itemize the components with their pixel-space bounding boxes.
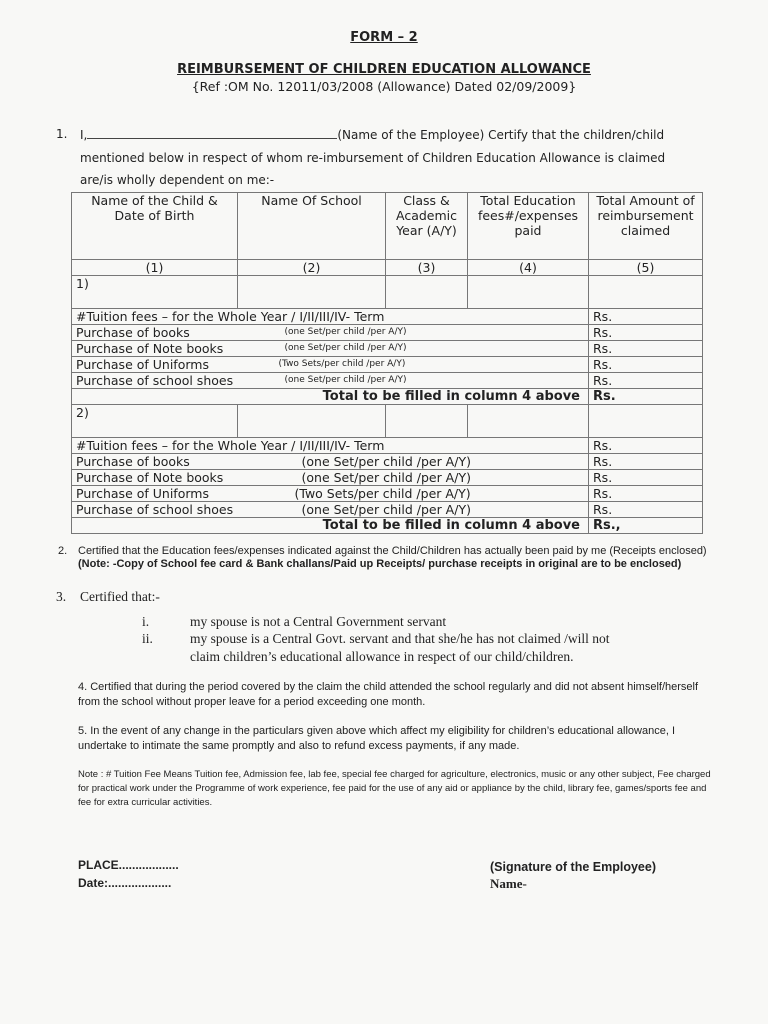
child2-notebooks-row	[72, 470, 703, 486]
para1-line3: are/is wholly dependent on me:-	[80, 173, 275, 187]
child1-row	[72, 276, 703, 309]
header-class: Class & Academic Year (A/Y)	[386, 193, 468, 260]
rs-cell[interactable]: Rs.	[589, 486, 703, 502]
child2-fees-cell[interactable]	[468, 405, 589, 438]
rs-cell[interactable]: Rs.	[589, 325, 703, 341]
books-label: Purchase of books	[72, 454, 386, 470]
column-number-row	[72, 260, 703, 276]
notebooks-label: Purchase of Note books	[72, 341, 386, 357]
qualifier-text: (one Set/per child /per A/Y)	[284, 375, 407, 385]
total-rs-cell[interactable]: Rs.	[589, 389, 703, 405]
table-header-row	[72, 193, 703, 260]
books-qualifier	[301, 454, 589, 470]
qualifier-text: (one Set/per child /per A/Y)	[301, 470, 471, 485]
form-number: FORM – 2	[350, 30, 418, 45]
child2-tuition-row	[72, 438, 703, 454]
total-label: Total to be filled in column 4 above	[72, 389, 589, 405]
para4: 4. Certified that during the period covered by the claim the child attended the school regularly and did not absent himself/herself from the school without proper leave for a period exceeding one month.	[78, 681, 699, 708]
rs-cell[interactable]: Rs.	[589, 454, 703, 470]
total-rs-cell[interactable]: Rs.,	[589, 518, 703, 534]
rs-cell[interactable]: Rs.	[589, 341, 703, 357]
para1-line2: mentioned below in respect of whom re-imbursement of Children Education Allowance is claimed	[80, 151, 666, 165]
employee-name-field[interactable]	[87, 127, 337, 139]
child1-shoes-row	[72, 373, 703, 389]
place-field[interactable]: PLACE..................	[78, 858, 179, 872]
shoes-label: Purchase of school shoes	[72, 373, 386, 389]
books-qualifier	[284, 325, 589, 341]
shoes-qualifier	[301, 502, 589, 518]
option-ii-text-line1: my spouse is a Central Govt. servant and that she/he has not claimed /will not	[190, 631, 610, 646]
para2-number: 2.	[58, 545, 68, 557]
rs-cell[interactable]: Rs.	[589, 309, 703, 325]
para2-note: (Note: -Copy of School fee card & Bank challans/Paid up Receipts/ purchase receipts in original are to be enclosed)	[78, 558, 682, 570]
col-num-2: (2)	[238, 260, 386, 276]
form-title: REIMBURSEMENT OF CHILDREN EDUCATION ALLOWANCE	[177, 62, 591, 77]
child1-fees-cell[interactable]	[468, 276, 589, 309]
child2-label[interactable]: 2)	[72, 405, 238, 438]
child1-tuition-row	[72, 309, 703, 325]
child2-class-cell[interactable]	[386, 405, 468, 438]
header-amount: Total Amount of reimbursement claimed	[589, 193, 703, 260]
uniforms-qualifier	[278, 357, 589, 373]
header-school: Name Of School	[238, 193, 386, 260]
qualifier-text: (one Set/per child /per A/Y)	[301, 454, 471, 469]
uniforms-qualifier	[294, 486, 589, 502]
child2-shoes-row	[72, 502, 703, 518]
rs-cell[interactable]: Rs.	[589, 373, 703, 389]
para1-suffix: (Name of the Employee) Certify that the children/child	[337, 128, 665, 142]
option-i-text: my spouse is not a Central Government servant	[190, 614, 447, 629]
child2-books-row	[72, 454, 703, 470]
uniforms-label: Purchase of Uniforms	[72, 486, 386, 502]
rs-cell[interactable]: Rs.	[589, 502, 703, 518]
child1-notebooks-row	[72, 341, 703, 357]
date-field[interactable]: Date:...................	[78, 876, 172, 890]
para3-number: 3.	[56, 589, 67, 604]
notebooks-label: Purchase of Note books	[72, 470, 386, 486]
option-i-number: i.	[142, 614, 150, 629]
para2	[58, 545, 718, 571]
claim-table	[71, 192, 703, 534]
para1-line1	[80, 127, 664, 142]
child1-label[interactable]: 1)	[72, 276, 238, 309]
para2-text: Certified that the Education fees/expenses indicated against the Child/Children has actually been paid by me (Receipts enclosed)	[78, 545, 707, 557]
col-num-1: (1)	[72, 260, 238, 276]
qualifier-text: (one Set/per child /per A/Y)	[284, 327, 407, 337]
qualifier-text: (Two Sets/per child /per A/Y)	[294, 486, 471, 501]
option-ii-number: ii.	[142, 631, 153, 646]
option-ii-text-line2: claim children’s educational allowance in respect of our child/children.	[190, 649, 574, 664]
rs-cell[interactable]: Rs.	[589, 470, 703, 486]
name-field[interactable]: Name-	[490, 876, 527, 891]
col-num-3: (3)	[386, 260, 468, 276]
tuition-label: #Tuition fees – for the Whole Year / I/II/III/IV- Term	[72, 309, 589, 325]
child1-school-cell[interactable]	[238, 276, 386, 309]
child2-total-row	[72, 518, 703, 534]
qualifier-text: (one Set/per child /per A/Y)	[284, 343, 407, 353]
shoes-label: Purchase of school shoes	[72, 502, 386, 518]
col-num-5: (5)	[589, 260, 703, 276]
header-child-name: Name of the Child & Date of Birth	[72, 193, 238, 260]
child2-amount-cell[interactable]	[589, 405, 703, 438]
child1-total-row	[72, 389, 703, 405]
para1-prefix: I,	[80, 128, 88, 142]
child1-uniforms-row	[72, 357, 703, 373]
rs-cell[interactable]: Rs.	[589, 438, 703, 454]
child1-amount-cell[interactable]	[589, 276, 703, 309]
child2-school-cell[interactable]	[238, 405, 386, 438]
para5: 5. In the event of any change in the particulars given above which affect my eligibility for children’s educational allowance, I undertake to intimate the same promptly and also to refund excess payments, if any made.	[78, 725, 675, 752]
total-label: Total to be filled in column 4 above	[72, 518, 589, 534]
reference-line: {Ref :OM No. 12011/03/2008 (Allowance) Dated 02/09/2009}	[191, 79, 577, 94]
notebooks-qualifier	[301, 470, 589, 486]
rs-cell[interactable]: Rs.	[589, 357, 703, 373]
col-num-4: (4)	[468, 260, 589, 276]
notebooks-qualifier	[284, 341, 589, 357]
books-label: Purchase of books	[72, 325, 386, 341]
para1-number: 1.	[56, 127, 68, 141]
child1-class-cell[interactable]	[386, 276, 468, 309]
child2-uniforms-row	[72, 486, 703, 502]
qualifier-text: (Two Sets/per child /per A/Y)	[278, 359, 406, 369]
signature-label: (Signature of the Employee)	[490, 860, 656, 874]
header-fees: Total Education fees#/expenses paid	[468, 193, 589, 260]
tuition-label: #Tuition fees – for the Whole Year / I/II/III/IV- Term	[72, 438, 589, 454]
footnote: Note : # Tuition Fee Means Tuition fee, Admission fee, lab fee, special fee charged for agriculture, electronics, music or any other subject, Fee charged for practical work under the Programme of work experience, fee paid for the use of any aid or appliance by the child, library fee, games/sports fee and fee for extra curricular activities.	[78, 769, 711, 808]
para3-text: Certified that:-	[80, 589, 160, 604]
shoes-qualifier	[284, 373, 589, 389]
uniforms-label: Purchase of Uniforms	[72, 357, 386, 373]
child2-row	[72, 405, 703, 438]
qualifier-text: (one Set/per child /per A/Y)	[301, 502, 471, 517]
child1-books-row	[72, 325, 703, 341]
